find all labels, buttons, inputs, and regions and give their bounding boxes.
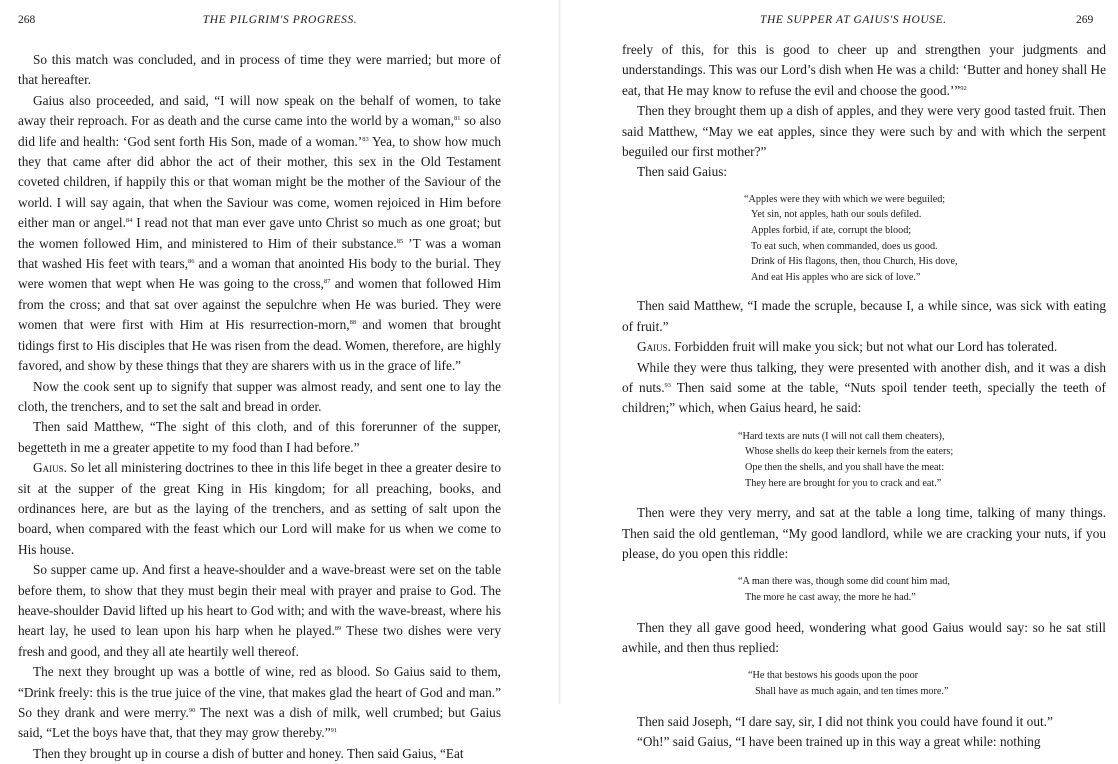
footnote-marker: 85 [396, 237, 404, 245]
paragraph-text: Forbidden fruit will make you sick; but not what our Lord has tolerated. [670, 339, 1058, 355]
paragraph [622, 358, 1106, 419]
verse-line: Whose shells do keep their kernels from the eaters; [745, 446, 954, 458]
verse-line: “A man there was, though some did count him mad, [738, 576, 950, 588]
running-head-left: THE PILGRIM'S PROGRESS. [202, 14, 358, 26]
verse-line: Ope then the shells, and you shall have the meat: [745, 462, 945, 474]
verse-block [744, 192, 1106, 286]
paragraph-text: and women that brought tidings first to His disciples that He was risen from the dead. Women, therefore, are highly favored, and show by these things that they are sharers with us in the grace of life.” [18, 317, 501, 374]
verse-block [738, 429, 1106, 491]
footnote-marker: 88 [349, 319, 357, 327]
paragraph [18, 662, 501, 744]
paragraph-text: so also did life and health: ‘God sent forth His Son, made of a woman.’ [18, 113, 501, 149]
paragraph [18, 560, 501, 662]
paragraph: Then said Joseph, “I dare say, sir, I did not think you could have found it out.” [637, 713, 1053, 729]
footnote-marker: 83 [362, 135, 369, 143]
page-number-right: 269 [1076, 14, 1094, 26]
verse-line: The more he cast away, the more he had.” [745, 592, 916, 604]
verse-block [738, 574, 1106, 605]
verse-line: “Hard texts are nuts (I will not call them cheaters), [738, 430, 945, 442]
verse-line: They here are brought for you to crack and eat.” [745, 477, 942, 489]
footnote-marker: 91 [330, 727, 338, 735]
paragraph: Then said Matthew, “I made the scruple, because I, a while since, was sick with eating of fruit.” [622, 298, 1106, 334]
verse-line: “Apples were they with which we were beguiled; [744, 193, 946, 205]
verse-line: To eat such, when commanded, does us good. [751, 240, 938, 252]
paragraph-text: and a woman that anointed His body to the burial. They were women that wept when He was going to the cross, [18, 256, 502, 292]
paragraph-text: and women that followed Him from the cross; and that sat over against the sepulchre when He was buried. They were women that were first with Him at His resurrection-morn, [18, 276, 501, 333]
verse-block [748, 668, 1106, 699]
paragraph [622, 337, 1106, 357]
right-page [560, 0, 1118, 750]
paragraph: “Oh!” said Gaius, “I have been trained up in this way a great while: nothing [637, 734, 1041, 750]
paragraph-text: The next was a dish of milk, well crumbed; but Gaius said, “Let the boys have that, that they may grow thereby.” [18, 705, 501, 741]
speaker-label: Gaius. [33, 460, 67, 476]
verse-line: Shall have as much again, and ten times more.” [755, 686, 949, 698]
paragraph-text: So supper came up. And first a heave-shoulder and a wave-breast were set on the table before them, to show that they must begin their meal with prayer and praise to God. The heave-shoulder David lifted up his heart to God with; and with the wave-breast, where his heart lay, he used to lean upon his harp when he played. [18, 562, 501, 639]
paragraph-text: Then said some at the table, “Nuts spoil tender teeth, specially the teeth of children;” which, when Gaius heard, he said: [622, 380, 1106, 416]
paragraph [18, 458, 501, 560]
paragraph: Then they all gave good heed, wondering what good Gaius would say: so he sat still awhile, and then thus replied: [622, 619, 1106, 656]
paragraph-text: I read not that man ever gave unto Christ so much as one groat; but the women followed Him, and ministered to Him of their substance. [18, 215, 501, 251]
page-number-left: 268 [18, 14, 36, 26]
paragraph-text: ’T was a woman that washed His feet with tears, [18, 235, 501, 272]
footnote-marker: 93 [664, 382, 672, 390]
paragraph-text: So let all ministering doctrines to thee in this life beget in thee a greater desire to sit at the supper of the great King in His kingdom; for all preaching, books, and ordinances here, are but as the laying of the trenchers, and as setting of salt upon the board, when compared with the feast which our Lord will make for us when we come to His house. [18, 460, 501, 557]
footnote-marker: 81 [454, 115, 461, 123]
left-page-body [18, 50, 501, 764]
footnote-marker: 89 [334, 625, 342, 633]
paragraph-text: freely of this, for this is good to cheer up and strengthen your judgments and understandings. This was our Lord’s dish when He was a child: ‘Butter and honey shall He eat, that He may know to refuse the evil and choose the good.’” [622, 42, 1106, 98]
paragraph-text: These two dishes were very fresh and good, and they all ate heartily well thereof. [18, 623, 501, 659]
left-page [0, 0, 560, 761]
verse-line: Apples forbid, if ate, corrupt the blood; [751, 225, 912, 237]
paragraph-text: While they were thus talking, they were presented with another dish, and it was a dish of nuts. [622, 359, 1106, 396]
speaker-label: Gaius. [637, 339, 671, 355]
verse-line: Drink of His flagons, then, thou Church, His dove, [751, 256, 958, 268]
paragraph: Then said Matthew, “The sight of this cloth, and of this forerunner of the supper, begetteth in me a greater appetite to my food than I had before.” [18, 419, 501, 455]
paragraph [622, 40, 1106, 101]
running-head-right: THE SUPPER AT GAIUS'S HOUSE. [760, 14, 947, 26]
paragraph: So this match was concluded, and in process of time they were married; but more of that hereafter. [18, 52, 501, 88]
paragraph: Then said Gaius: [637, 164, 728, 180]
paragraph: Then they brought them up a dish of apples, and they were very good tasted fruit. Then said Matthew, “May we eat apples, since they were such by and with which the serpent beguiled our first mother?” [622, 103, 1106, 160]
paragraph: Then they brought up in course a dish of butter and honey. Then said Gaius, “Eat [33, 745, 464, 761]
paragraph: Now the cook sent up to signify that supper was almost ready, and sent one to lay the cloth, the trenchers, and to set the salt and bread in order. [18, 378, 501, 414]
footnote-marker: 84 [125, 217, 133, 225]
verse-line: And eat His apples who are sick of love.” [751, 271, 921, 283]
verse-line: Yet sin, not apples, hath our souls defiled. [751, 209, 922, 221]
paragraph: Then were they very merry, and sat at the table a long time, talking of many things. Then said the old gentleman, “My good landlord, while we are cracking your nuts, if you please, do you open this riddle: [622, 505, 1106, 562]
paragraph-text: The next they brought up was a bottle of wine, red as blood. So Gaius said to them, “Drink freely: this is the true juice of the vine, that makes glad the heart of God and man.” So they drank and were merry. [18, 664, 501, 720]
footnote-marker: 92 [960, 84, 967, 92]
footnote-marker: 90 [188, 707, 196, 714]
footnote-marker: 86 [188, 258, 195, 266]
footnote-marker: 87 [323, 278, 331, 286]
paragraph-text: Gaius also proceeded, and said, “I will now speak on the behalf of women, to take away their reproach. For as death and the curse came into the world by a woman, [18, 92, 501, 129]
right-page-body [622, 40, 1106, 752]
paragraph-text: Yea, to show how much they that came after did abhor the act of their mother, this sex in the Old Testament coveted children, if happily this or that woman might be the mother of the Saviour of the world. I will say again, that when the Saviour was come, women rejoiced in Him before either man or angel. [18, 133, 501, 231]
verse-line: “He that bestows his goods upon the poor [748, 670, 919, 682]
paragraph [18, 91, 501, 377]
